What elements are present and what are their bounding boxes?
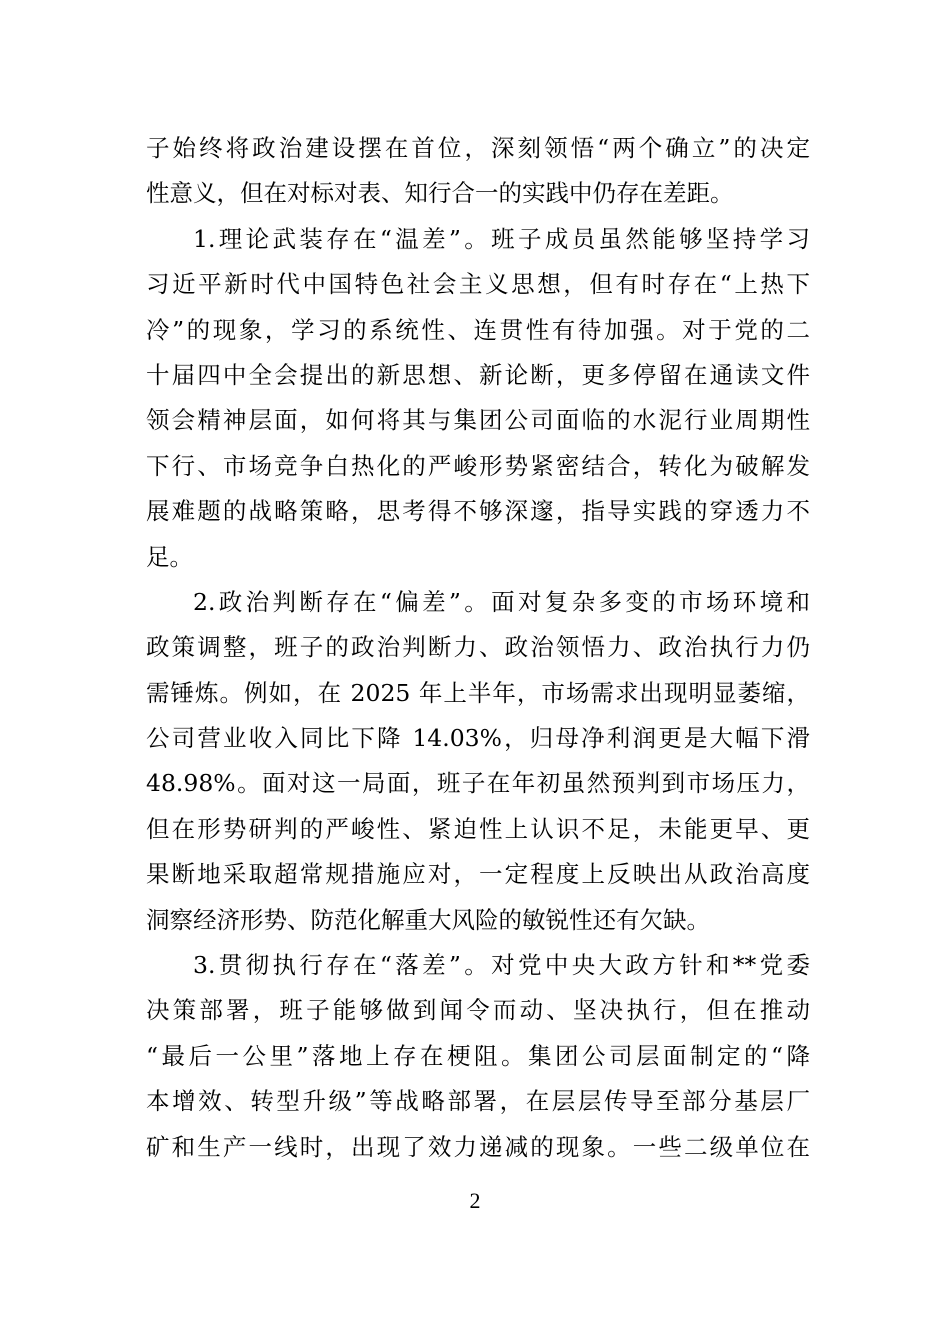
page-number: 2	[469, 1188, 481, 1213]
text-line: 下行、市场竞争白热化的严峻形势紧密结合，转化为破解发	[146, 451, 810, 480]
text-line: 子始终将政治建设摆在首位，深刻领悟“两个确立”的决定	[146, 134, 810, 162]
text-line: 决策部署，班子能够做到闻令而动、坚决执行，但在推动	[146, 996, 810, 1025]
text-line: 48.98%。面对这一局面，班子在年初虽然预判到市场压力，	[146, 769, 810, 798]
text-line: 十届四中全会提出的新思想、新论断，更多停留在通读文件	[146, 360, 810, 389]
text-line-heading-1: 1.理论武装存在“温差”。班子成员虽然能够坚持学习	[193, 224, 810, 253]
text-line: 公司营业收入同比下降 14.03%，归母净利润更是大幅下滑	[146, 724, 810, 753]
text-line: 习近平新时代中国特色社会主义思想，但有时存在“上热下	[146, 270, 810, 299]
text-line: 政策调整，班子的政治判断力、政治领悟力、政治执行力仍	[146, 633, 810, 662]
text-line: 冷”的现象，学习的系统性、连贯性有待加强。对于党的二	[146, 315, 810, 344]
text-line: 性意义，但在对标对表、知行合一的实践中仍存在差距。	[146, 179, 734, 208]
document-body	[146, 126, 810, 1170]
text-line: “最后一公里”落地上存在梗阻。集团公司层面制定的“降	[146, 1041, 810, 1070]
text-line: 需锤炼。例如，在 2025 年上半年，市场需求出现明显萎缩，	[146, 678, 810, 707]
text-line-heading-3: 3.贯彻执行存在“落差”。对党中央大政方针和**党委	[193, 951, 810, 980]
text-line: 本增效、转型升级”等战略部署，在层层传导至部分基层厂	[146, 1087, 810, 1116]
text-line: 足。	[146, 542, 193, 571]
text-line: 展难题的战略策略，思考得不够深邃，指导实践的穿透力不	[146, 497, 810, 526]
text-line: 但在形势研判的严峻性、紧迫性上认识不足，未能更早、更	[146, 814, 810, 843]
text-line: 果断地采取超常规措施应对，一定程度上反映出从政治高度	[146, 860, 810, 889]
text-line-heading-2: 2.政治判断存在“偏差”。面对复杂多变的市场环境和	[193, 587, 810, 616]
text-line: 领会精神层面，如何将其与集团公司面临的水泥行业周期性	[146, 406, 810, 435]
text-line: 矿和生产一线时，出现了效力递减的现象。一些二级单位在	[146, 1132, 810, 1161]
text-line: 洞察经济形势、防范化解重大风险的敏锐性还有欠缺。	[146, 905, 710, 934]
